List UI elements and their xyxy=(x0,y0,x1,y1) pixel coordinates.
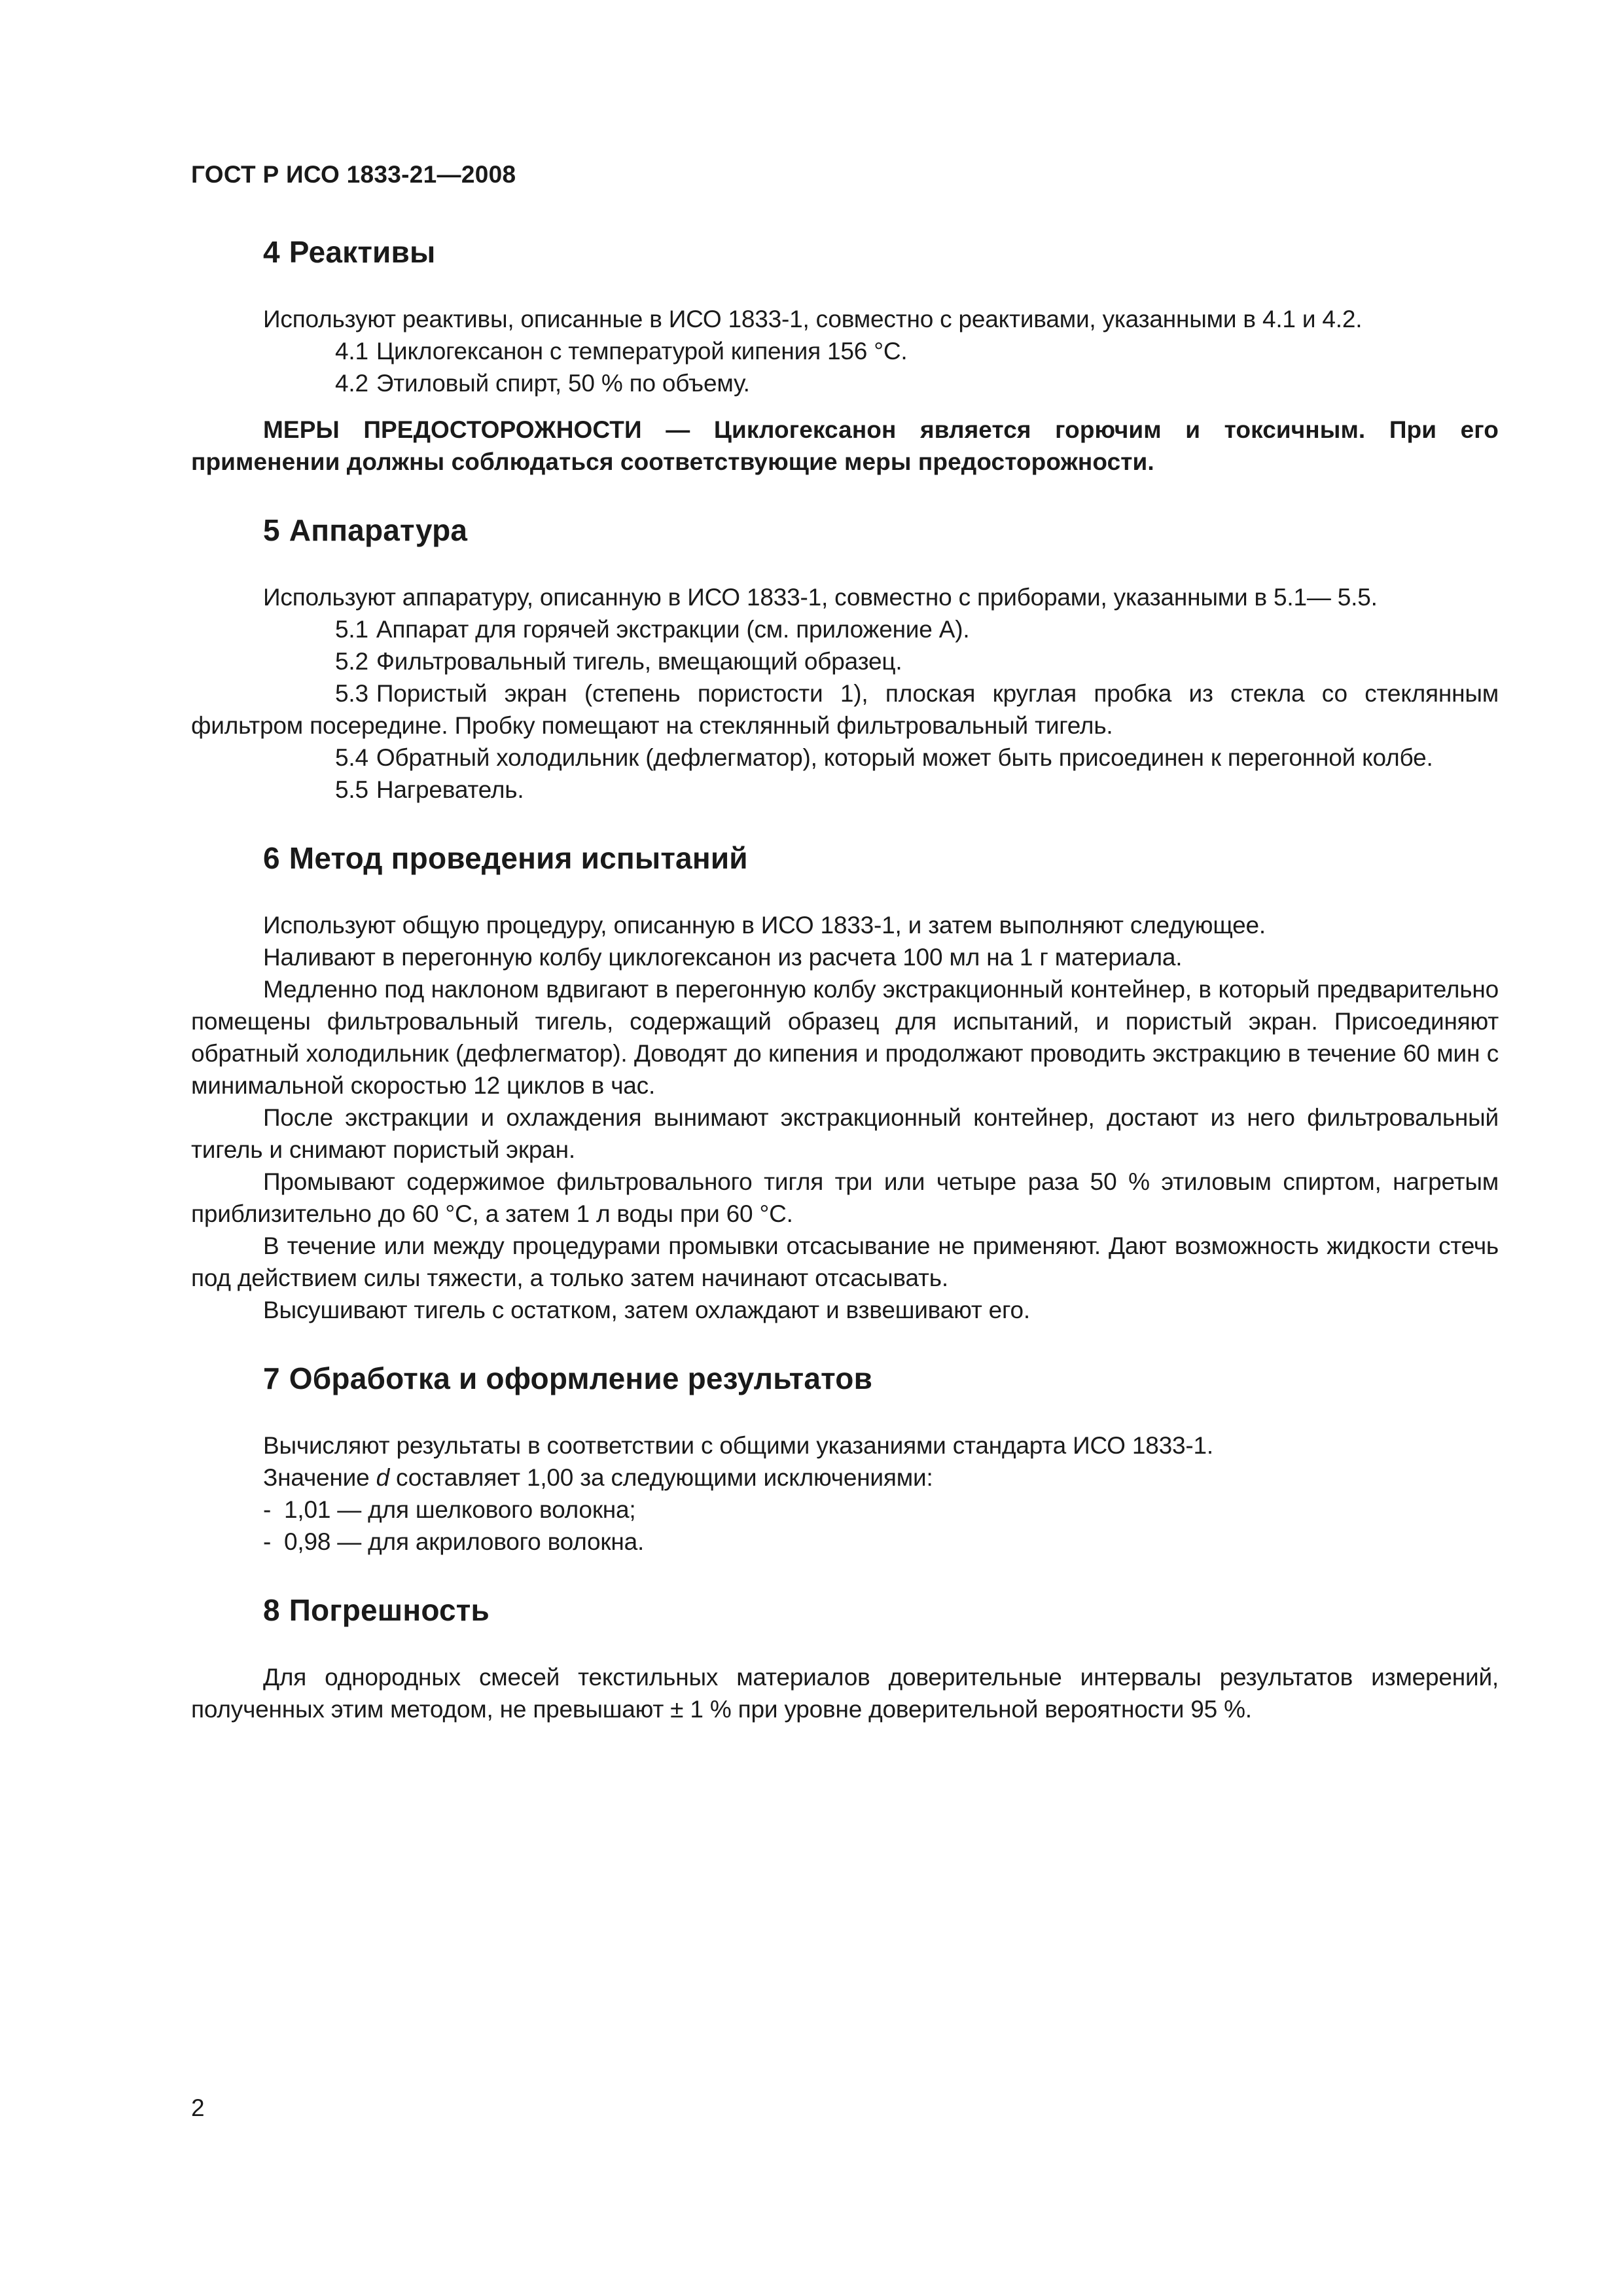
list-item-text: 0,98 — для акрилового волокна. xyxy=(284,1528,645,1555)
section-body xyxy=(191,581,1499,806)
paragraph: Используют общую процедуру, описанную в ИСО 1833-1, и затем выполняют следующее. xyxy=(263,912,1266,939)
dash-bullet: - xyxy=(263,1528,272,1555)
clause-number: 5.5 xyxy=(335,776,368,803)
section-title-text: Обработка и оформление результатов xyxy=(289,1361,873,1395)
section-body xyxy=(191,303,1499,478)
section-results xyxy=(191,1352,1499,1558)
paragraph: Используют аппаратуру, описанную в ИСО 1833-1, совместно с приборами, указанными в 5.1— 5.5. xyxy=(263,584,1378,611)
clause-number: 5.1 xyxy=(335,616,368,643)
clause-item xyxy=(191,742,1499,774)
section-apparatus xyxy=(191,504,1499,806)
standard-id-header: ГОСТ Р ИСО 1833-21—2008 xyxy=(191,161,516,188)
clause-number: 4.2 xyxy=(335,370,368,397)
section-title-text: Аппаратура xyxy=(289,513,468,547)
list-item xyxy=(191,1494,1499,1526)
dash-bullet: - xyxy=(263,1496,272,1523)
clause-number: 5.2 xyxy=(335,648,368,675)
variable-d: d xyxy=(376,1464,389,1491)
paragraph xyxy=(191,1462,1499,1494)
paragraph: Высушивают тигель с остатком, затем охлаждают и взвешивают его. xyxy=(263,1297,1030,1323)
page-number: 2 xyxy=(191,2094,205,2121)
section-body xyxy=(191,909,1499,1326)
section-test-method xyxy=(191,832,1499,1326)
clause-text: Циклогексанон с температурой кипения 156 °С. xyxy=(376,338,908,365)
clause-item xyxy=(191,335,1499,367)
section-uncertainty xyxy=(191,1584,1499,1725)
clause-text: Этиловый спирт, 50 % по объему. xyxy=(376,370,750,397)
section-number: 7 xyxy=(263,1361,280,1395)
clause-item xyxy=(191,613,1499,645)
clause-item xyxy=(191,645,1499,677)
clause-text: Нагреватель. xyxy=(376,776,524,803)
paragraph: Наливают в перегонную колбу циклогексанон из расчета 100 мл на 1 г материала. xyxy=(263,944,1183,971)
text-run: составляет 1,00 за следующими исключениями: xyxy=(389,1464,933,1491)
paragraph: Используют реактивы, описанные в ИСО 1833-1, совместно с реактивами, указанными в 4.1 и 4.2. xyxy=(263,306,1363,332)
section-title-text: Погрешность xyxy=(289,1593,490,1627)
section-title-text: Реактивы xyxy=(289,235,436,269)
paragraph: После экстракции и охлаждения вынимают экстракционный контейнер, достают из него фильтровальный тигель и снимают пористый экран. xyxy=(191,1104,1499,1163)
clause-item xyxy=(191,774,1499,806)
section-heading xyxy=(263,832,1499,884)
clause-number: 5.4 xyxy=(335,744,368,771)
clause-text: Обратный холодильник (дефлегматор), который может быть присоединен к перегонной колбе. xyxy=(376,744,1433,771)
text-run: Значение xyxy=(263,1464,376,1491)
section-number: 6 xyxy=(263,841,280,875)
section-body xyxy=(191,1661,1499,1725)
section-heading xyxy=(263,1584,1499,1636)
clause-text: Фильтровальный тигель, вмещающий образец. xyxy=(376,648,902,675)
section-number: 8 xyxy=(263,1593,280,1627)
clause-number: 5.3 xyxy=(335,680,368,707)
safety-warning: МЕРЫ ПРЕДОСТОРОЖНОСТИ — Циклогексанон является горючим и токсичным. При его применении должны соблюдаться соответствующие меры предосторожности. xyxy=(191,416,1499,475)
paragraph: Для однородных смесей текстильных материалов доверительные интервалы результатов измерений, полученных этим методом, не превышают ± 1 % при уровне доверительной вероятности 95 %. xyxy=(191,1664,1499,1723)
paragraph: Медленно под наклоном вдвигают в перегонную колбу экстракционный контейнер, в который предварительно помещены фильтровальный тигель, содержащий образец для испытаний, и пористый экран. Присоединяют обратный холодильник (дефлегматор). Доводят до кипения и продолжают проводить экстракцию в течение 60 мин с минимальной скоростью 12 циклов в час. xyxy=(191,976,1499,1099)
section-heading xyxy=(263,504,1499,556)
paragraph: Промывают содержимое фильтровального тигля три или четыре раза 50 % этиловым спиртом, нагретым приблизительно до 60 °С, а затем 1 л воды при 60 °С. xyxy=(191,1168,1499,1227)
section-number: 5 xyxy=(263,513,280,547)
clause-text: Аппарат для горячей экстракции (см. приложение А). xyxy=(376,616,970,643)
clause-item xyxy=(191,367,1499,399)
clause-number: 4.1 xyxy=(335,338,368,365)
section-title-text: Метод проведения испытаний xyxy=(289,841,748,875)
paragraph: Вычисляют результаты в соответствии с общими указаниями стандарта ИСО 1833-1. xyxy=(263,1432,1213,1459)
section-heading xyxy=(263,1352,1499,1405)
section-number: 4 xyxy=(263,235,280,269)
section-reagents xyxy=(191,226,1499,478)
list-item-text: 1,01 — для шелкового волокна; xyxy=(284,1496,636,1523)
paragraph: В течение или между процедурами промывки отсасывание не применяют. Дают возможность жидкости стечь под действием силы тяжести, а только затем начинают отсасывать. xyxy=(191,1232,1499,1291)
list-item xyxy=(191,1526,1499,1558)
section-heading xyxy=(263,226,1499,278)
section-body xyxy=(191,1429,1499,1558)
clause-item xyxy=(191,677,1499,742)
clause-text: Пористый экран (степень пористости 1), плоская круглая пробка из стекла со стеклянным фильтром посередине. Пробку помещают на стеклянный фильтровальный тигель. xyxy=(191,680,1499,739)
document-content xyxy=(191,226,1499,1725)
